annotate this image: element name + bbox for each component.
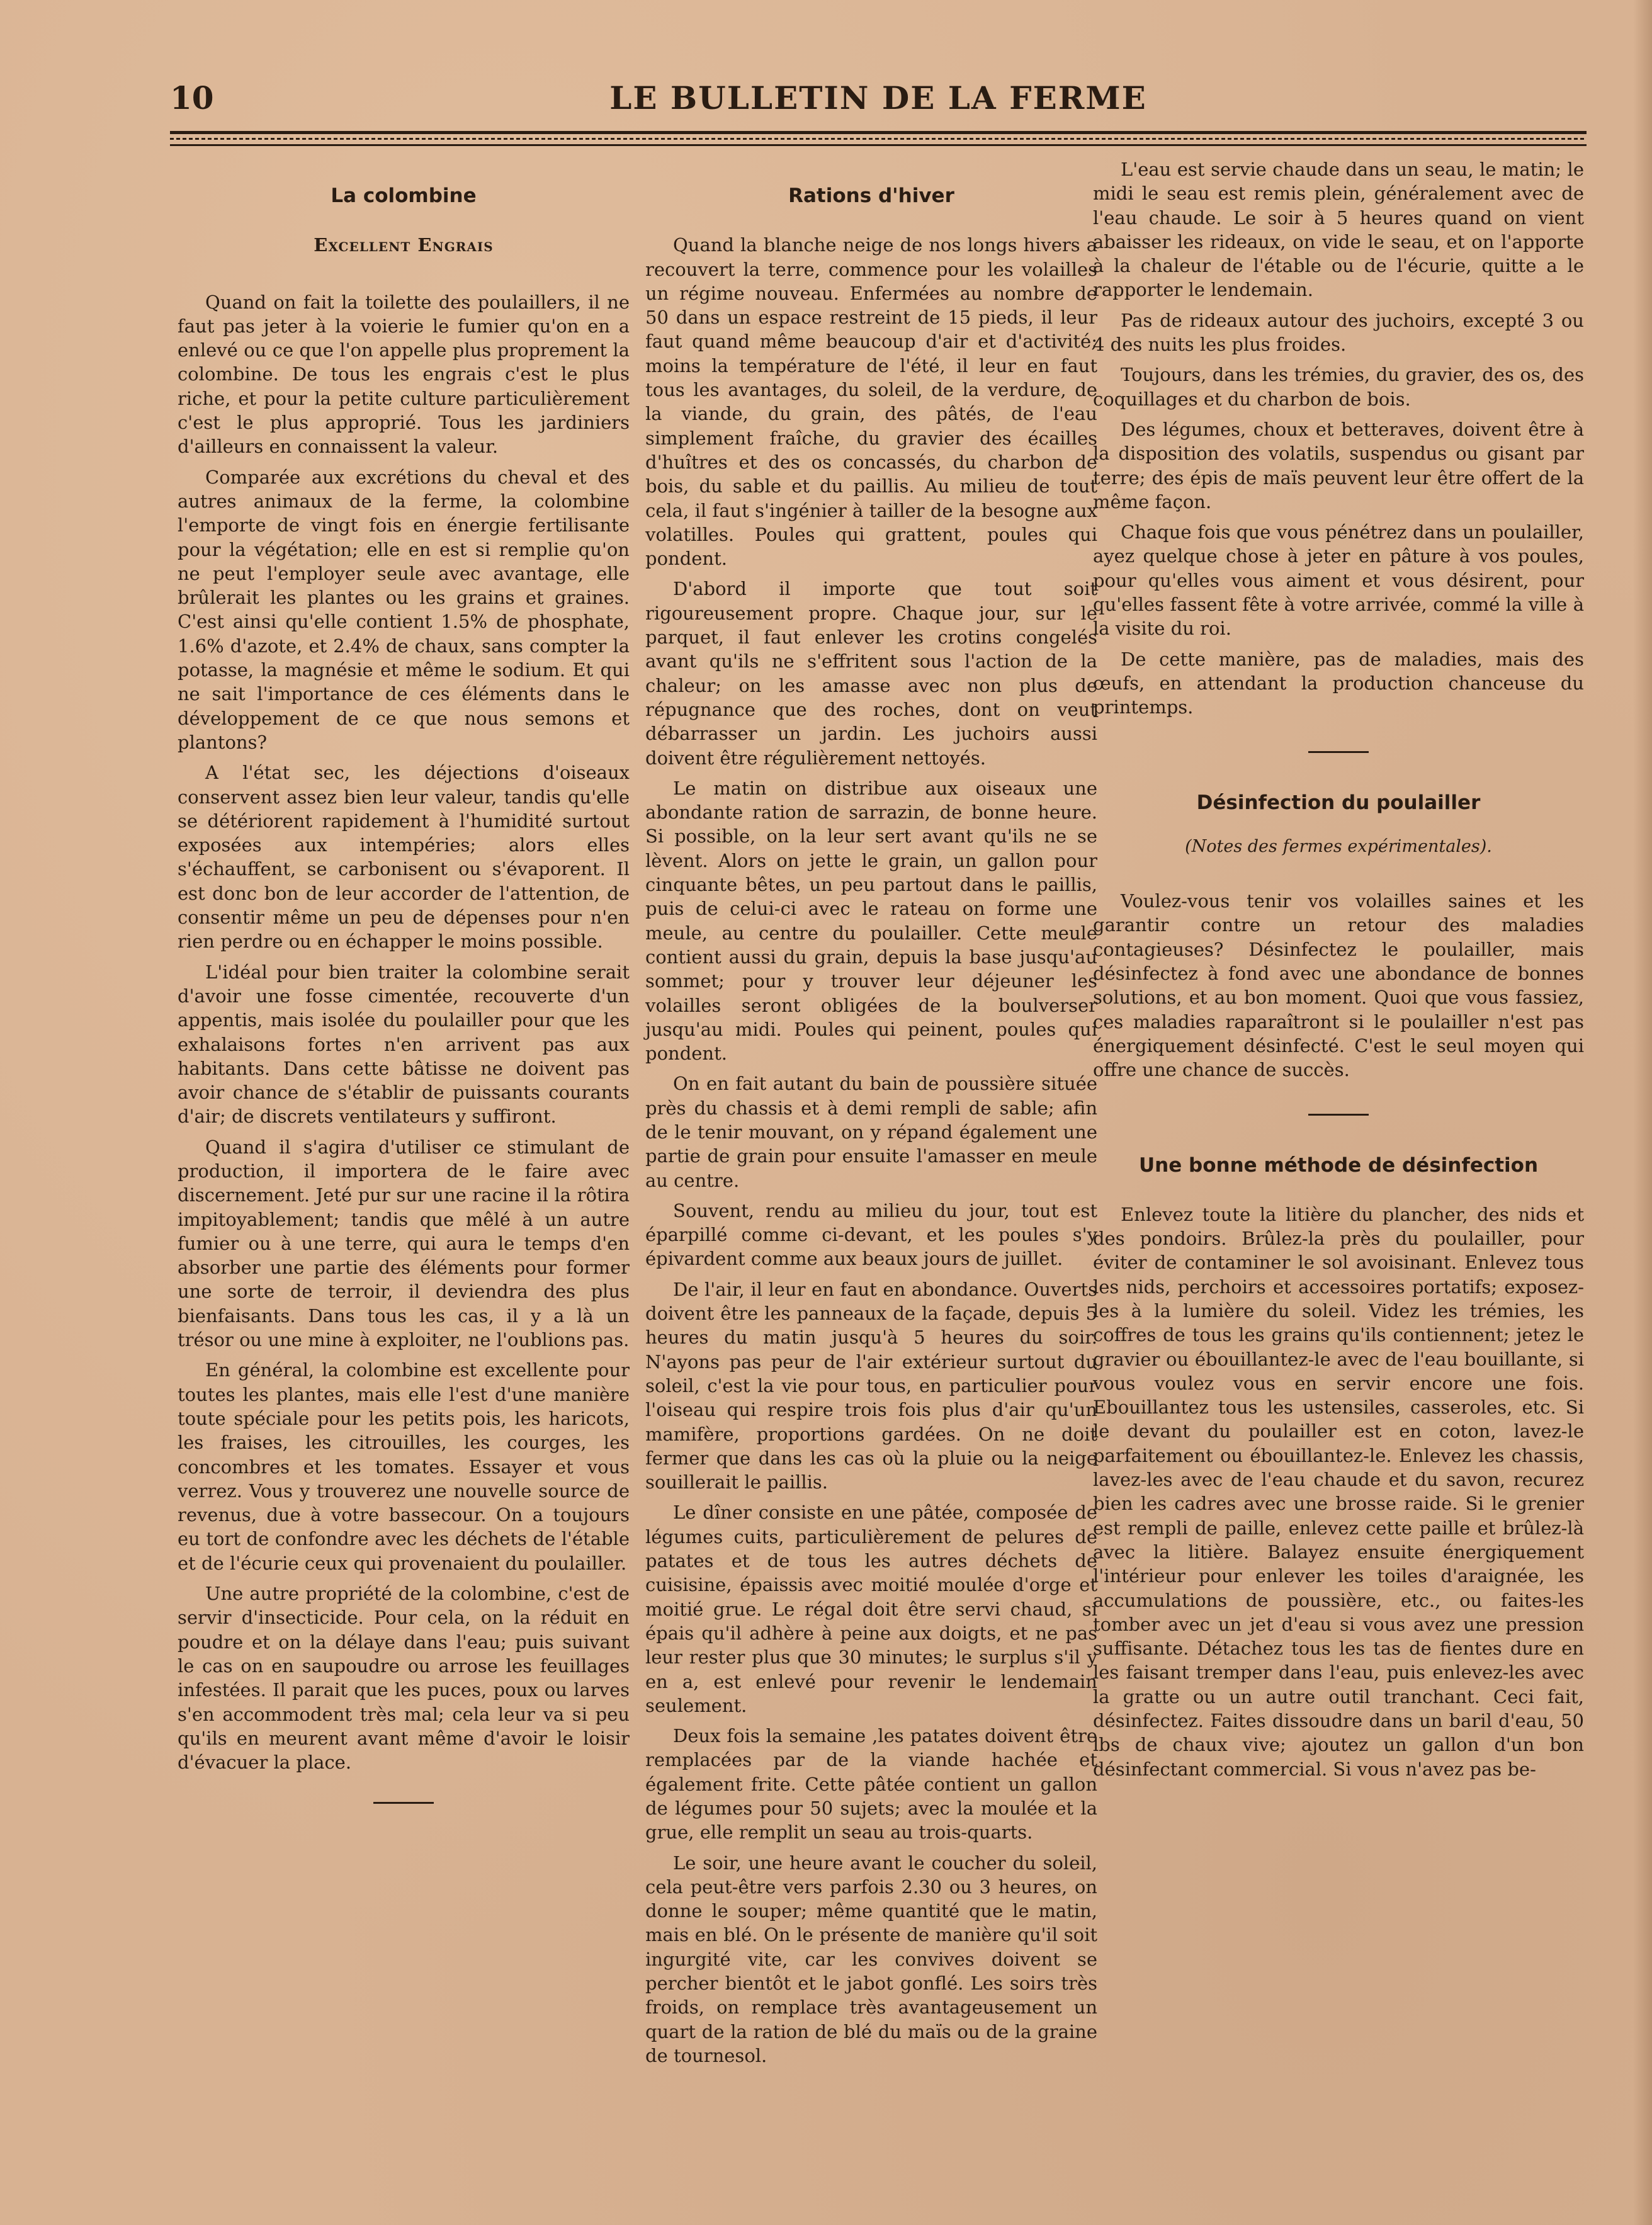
article-title-desinfection: Désinfection du poulailler	[1196, 791, 1481, 814]
paragraph: Quand il s'agira d'utiliser ce stimulant de production, il importera de le faire avec discernement. Jeté pur sur une racine il la rôtira impitoyablement; tandis que mêlé à un autre fumier ou à une terre, qui aura le temps d'en absorber une partie des éléments pour former une sorte de terroir, il deviendra des plus bienfaisants. Dans tous les cas, il y a là un trésor ou une mine à exploiter, ne l'oublions pas.	[178, 1136, 630, 1351]
paragraph: Deux fois la semaine ,les patates doivent être remplacées par de la viande hachée et également frite. Cette pâtée contient un gallon de légumes pour 50 sujets; avec la moulée et la grue, elle remplit un seau au trois-quarts.	[645, 1725, 1097, 1843]
paragraph: Comparée aux excrétions du cheval et des autres animaux de la ferme, la colombine l'emporte de vingt fois en énergie fertilisante pour la végétation; elle en est si remplie qu'on ne peut l'employer seule avec avantage, elle brûlerait les plantes ou les grains et graines. C'est ainsi qu'elle contient 1.5% de phosphate, 1.6% d'azote, et 2.4% de chaux, sans compter la potasse, la magnésie et même le sodium. Et qui ne sait l'importance de ces éléments dans le développement de ce que nous semons et plantons?	[178, 466, 630, 753]
paragraph: Toujours, dans les trémies, du gravier, des os, des coquillages et du charbon de bois.	[1093, 364, 1584, 410]
journal-title: LE BULLETIN DE LA FERME	[609, 79, 1147, 116]
header-rule	[170, 131, 1587, 146]
paragraph: L'eau est servie chaude dans un seau, le matin; le midi le seau est remis plein, généralement avec de l'eau chaude. Le soir à 5 heures quand on vient abaisser les rideaux, on vide le seau, et on l'apporte à la chaleur de l'étable ou de l'écurie, quitte a le rapporter le lendemain.	[1093, 159, 1584, 301]
column-3	[1093, 157, 1584, 1787]
article-separator	[1308, 751, 1369, 753]
paragraph: Le soir, une heure avant le coucher du soleil, cela peut-être vers parfois 2.30 ou 3 heures, on donne le souper; même quantité que le matin, mais en blé. On le présente de manière qu'il soit ingurgité vite, car les convives doivent se percher bientôt et le jabot gonflé. Les soirs très froids, on remplace très avantageusement un quart de la ration de blé du maïs ou de la graine de tournesol.	[645, 1852, 1097, 2066]
paragraph: L'idéal pour bien traiter la colombine serait d'avoir une fosse cimentée, recouverte d'un appentis, mais isolée du poulailler pour que les exhalaisons fortes n'en arrivent pas aux habitants. Dans cette bâtisse ne doivent pas avoir chance de s'établir de puissants courants d'air; de discrets ventilateurs y suffiront.	[178, 961, 630, 1128]
paragraph: Des légumes, choux et betteraves, doivent être à la disposition des volatils, suspendus ou gisant par terre; des épis de maïs peuvent leur être offert de la même façon.	[1093, 418, 1584, 512]
paragraph: Quand la blanche neige de nos longs hivers a recouvert la terre, commence pour les volailles un régime nouveau. Enfermées au nombre de 50 dans un espace restreint de 15 pieds, il leur faut quand même beaucoup d'air et d'activité; moins la température de l'été, il leur en faut tous les avantages, du soleil, de la verdure, de la viande, du grain, des pâtés, de l'eau simplement fraîche, du gravier des écailles d'huîtres et des os concassés, du charbon de bois, du sable et du paillis. Au milieu de tout cela, il faut s'ingénier à tailler de la besogne aux volatilles. Poules qui grattent, poules qui pondent.	[645, 234, 1097, 570]
article-title-colombine: La colombine	[331, 184, 477, 207]
article-title-methode: Une bonne méthode de désinfection	[1138, 1153, 1539, 1177]
article-source-note: (Notes des fermes expérimentales).	[1185, 836, 1492, 856]
paragraph: Souvent, rendu au milieu du jour, tout est éparpillé comme ci-devant, et les poules s'y épivardent comme aux beaux jours de juillet.	[645, 1199, 1097, 1270]
article-separator	[1308, 1114, 1369, 1116]
paragraph: D'abord il importe que tout soit rigoureusement propre. Chaque jour, sur le parquet, il faut enlever les crotins congelés avant qu'ils ne s'effritent sous l'action de la chaleur; on les amasse avec non plus de répugnance que des roches, dont on veut débarrasser un jardin. Les juchoirs aussi doivent être régulièrement nettoyés.	[645, 578, 1097, 769]
paragraph: Enlevez toute la litière du plancher, des nids et des pondoirs. Brûlez-la près du poulailler, pour éviter de contaminer le sol avoisinant. Enlevez tous les nids, perchoirs et accessoires portatifs; exposez-les à la lumière du soleil. Videz les trémies, les coffres de tous les grains qu'ils contiennent; jetez le gravier ou ébouillantez-le avec de l'eau bouillante, si vous voulez vous en servir encore une fois. Ebouillantez tous les ustensiles, casseroles, etc. Si le devant du poulailler est en coton, lavez-le parfaitement ou ébouillantez-le. Enlevez les chassis, lavez-les avec de l'eau chaude et du savon, recurez bien les cadres avec une brosse raide. Si le grenier est rempli de paille, enlevez cette paille et brûlez-là avec la litière. Balayez ensuite énergiquement l'intérieur pour enlever les toiles d'araignée, les accumulations de poussière, etc., ou faites-les tomber avec un jet d'eau si vous avez une pression suffisante. Détachez tous les tas de fientes dure en les faisant tremper dans l'eau, puis enlevez-les avec la gratte ou un autre outil tranchant. Ceci fait, désinfectez. Faites dissoudre dans un baril d'eau, 50 lbs de chaux vive; ajoutez un gallon d'un bon désinfectant commercial. Si vous n'avez pas be-	[1093, 1203, 1584, 1780]
paragraph: Voulez-vous tenir vos volailles saines et les garantir contre un retour des maladies contagieuses? Désinfectez le poulailler, mais désinfectez à fond avec une abondance de bonnes solutions, et au bon moment. Quoi que vous fassiez, ces maladies raparaîtront si le poulailler n'est pas énergiquement désinfecté. C'est le seul moyen qui offre une chance de succès.	[1093, 890, 1584, 1081]
page-edge-shadow	[1633, 0, 1652, 2225]
article-title-rations: Rations d'hiver	[788, 184, 954, 207]
paragraph: Quand on fait la toilette des poulaillers, il ne faut pas jeter à la voierie le fumier qu'on en a enlevé ou ce que l'on appelle plus proprement la colombine. De tous les engrais c'est le plus riche, et pour la petite culture particulièrement c'est le plus approprié. Tous les jardiniers d'ailleurs en connaissent la valeur.	[178, 291, 630, 458]
paragraph: Le dîner consiste en une pâtée, composée de légumes cuits, particulièrement de pelures de patates et de tous les autres déchets de cuisisine, épaissis avec moitié moulée d'orge et moitié grue. Le régal doit être servi chaud, si épais qu'il adhère à peine aux doigts, et ne pas leur rester plus que 30 minutes; le surplus s'il y en a, est enlevé pour revenir le lendemain seulement.	[645, 1502, 1097, 1716]
paragraph: De l'air, il leur en faut en abondance. Ouverts doivent être les panneaux de la façade, depuis 5 heures du matin jusqu'à 5 heures du soir. N'ayons pas peur de l'air extérieur surtout du soleil, c'est la vie pour tous, en particulier pour l'oiseau qui respire trois fois plus d'air qu'un mamifère, proportions gardées. On ne doit fermer que dans les cas où la pluie ou la neige souillerait le paillis.	[645, 1278, 1097, 1493]
paragraph: Pas de rideaux autour des juchoirs, excepté 3 ou 4 des nuits les plus froides.	[1093, 309, 1584, 356]
paragraph: A l'état sec, les déjections d'oiseaux conservent assez bien leur valeur, tandis qu'elle se détériorent rapidement à l'humidité surtout exposées aux intempéries; alors elles s'échauffent, se carbonisent ou s'évaporent. Il est donc bon de leur accorder de l'attention, de consentir même un peu de dépenses pour n'en rien perdre ou en échapper le moins possible.	[178, 762, 630, 953]
page-number: 10	[170, 79, 214, 116]
paragraph: Chaque fois que vous pénétrez dans un poulailler, ayez quelque chose à jeter en pâture à vos poules, pour qu'elles vous aiment et vous désirent, pour qu'elles fassent fête à votre arrivée, commé la ville à la visite du roi.	[1093, 521, 1584, 640]
article-separator	[373, 1802, 434, 1804]
column-2	[645, 157, 1097, 2074]
paragraph: De cette manière, pas de maladies, mais des œufs, en attendant la production chanceuse du printemps.	[1093, 648, 1584, 718]
paragraph: Le matin on distribue aux oiseaux une abondante ration de sarrazin, de bonne heure. Si possible, on la leur sert avant qu'ils ne se lèvent. Alors on jette le grain, un gallon pour cinquante bêtes, un peu partout dans le paillis, puis de celui-ci avec le rateau on forme une meule, au centre du poulailler. Cette meule contient aussi du grain, depuis la base jusqu'au sommet; pour y trouver leur déjeuner les volailles seront obligées de la boulverser jusqu'au midi. Poules qui peinent, poules qui pondent.	[645, 777, 1097, 1065]
paragraph: En général, la colombine est excellente pour toutes les plantes, mais elle l'est d'une manière toute spéciale pour les petits pois, les haricots, les fraises, les citrouilles, les courges, les concombres et les tomates. Essayer et vous verrez. Vous y trouverez une nouvelle source de revenus, due à votre bassecour. On a toujours eu tort de confondre avec les déchets de l'étable et de l'écurie ceux qui provenaient du poulailler.	[178, 1359, 630, 1574]
article-subtitle-colombine: Excellent Engrais	[314, 234, 494, 256]
column-1	[178, 157, 630, 1842]
page-header	[170, 74, 1587, 125]
paragraph: Une autre propriété de la colombine, c'est de servir d'insecticide. Pour cela, on la réduit en poudre et on la délaye dans l'eau; puis suivant le cas on en saupoudre ou arrose les feuillages infestées. Il parait que les puces, poux ou larves s'en accommodent très mal; cela leur va si peu qu'ils en meurent avant même d'avoir le loisir d'évacuer la place.	[178, 1583, 630, 1774]
paragraph: On en fait autant du bain de poussière située près du chassis et à demi rempli de sable; afin de le tenir mouvant, on y répand également une partie de grain pour ensuite l'amasser en meule au centre.	[645, 1073, 1097, 1191]
